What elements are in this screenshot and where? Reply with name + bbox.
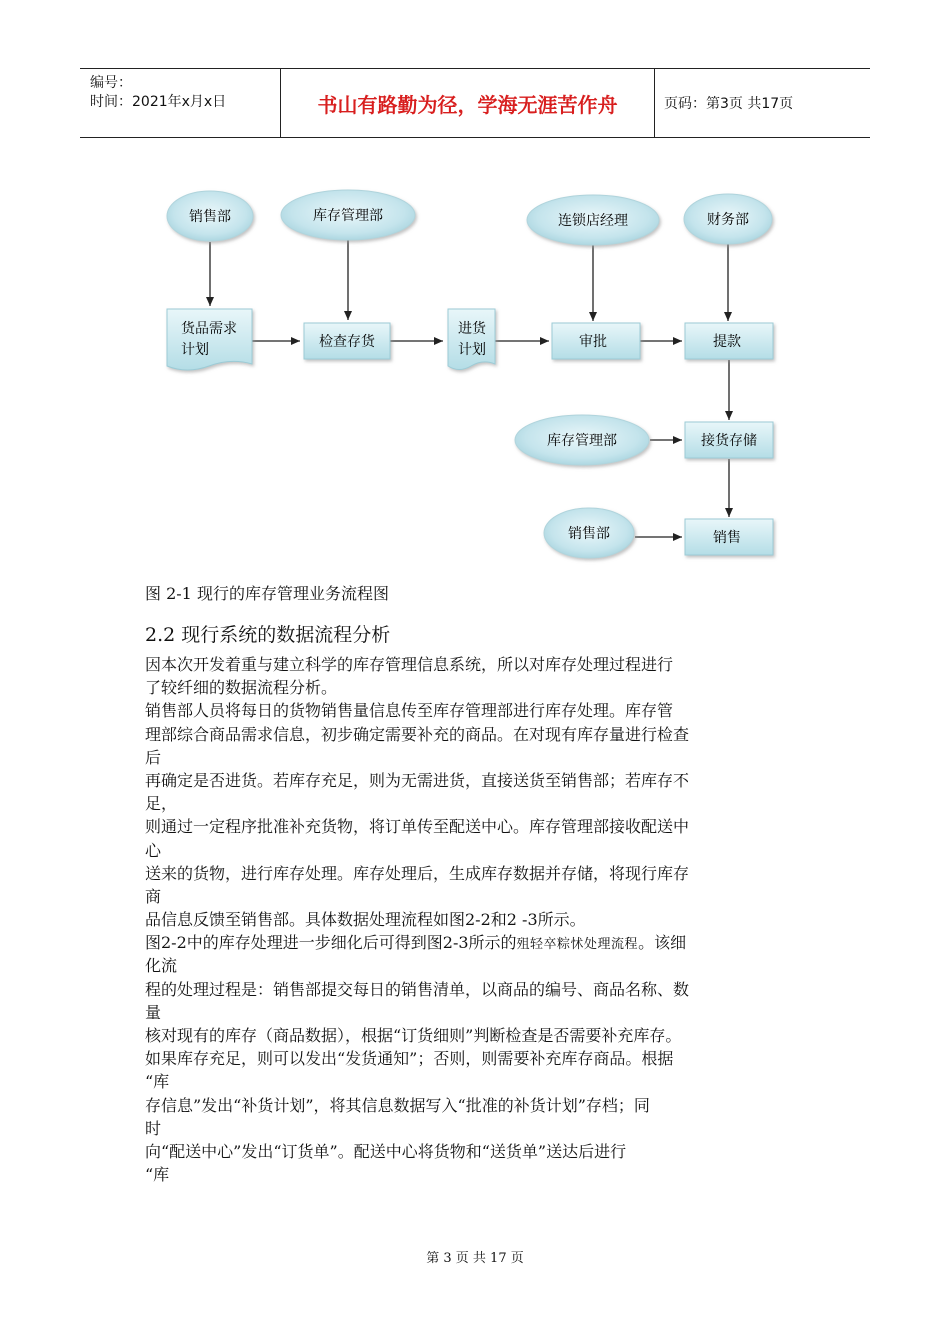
box-payment xyxy=(685,323,773,359)
svg-text:销售部: 销售部 xyxy=(189,209,231,225)
svg-text:库存管理部: 库存管理部 xyxy=(313,208,383,224)
mixed-part-garbled: 殂轻卒粽怵处理流程 xyxy=(516,937,639,953)
box-check-stock xyxy=(304,323,390,359)
svg-text:计划: 计划 xyxy=(458,342,486,358)
doc-demand-plan xyxy=(167,309,252,370)
body-line: 因本次开发着重与建立科学的库存管理信息系统，所以对库存处理过程进行 xyxy=(145,655,674,674)
body-line: 心 xyxy=(145,840,162,860)
body-text xyxy=(145,653,825,1186)
ellipse-sales-top xyxy=(167,191,253,241)
flow-diagram xyxy=(145,182,785,574)
svg-text:进货: 进货 xyxy=(458,321,486,337)
body-line: 品信息反馈至销售部。具体数据处理流程如图2-2和2 -3所示。 xyxy=(145,910,586,930)
header-motto: 书山有路勤为径，学海无涯苦作舟 xyxy=(317,92,618,117)
svg-text:审批: 审批 xyxy=(579,334,607,350)
body-line: 理部综合商品需求信息，初步确定需要补充的商品。在对现有库存量进行检查 xyxy=(145,724,690,744)
flow-arrows xyxy=(210,240,729,537)
page-header xyxy=(80,68,870,138)
ellipse-chain-manager xyxy=(527,195,659,245)
svg-text:连锁店经理: 连锁店经理 xyxy=(558,213,628,229)
figure-caption: 图 2-1 现行的库存管理业务流程图 xyxy=(145,584,389,603)
body-line: “库 xyxy=(145,1072,170,1092)
date-label: 时间：2021年x月x日 xyxy=(90,94,227,110)
body-line: 了较纤细的数据流程分析。 xyxy=(145,678,338,698)
box-approve xyxy=(552,323,640,359)
body-line: “库 xyxy=(145,1165,170,1185)
svg-text:接货存储: 接货存储 xyxy=(701,433,757,449)
body-line: 核对现有的库存（商品数据），根据“订货细则”判断检查是否需要补充库存。 xyxy=(145,1026,682,1045)
ellipse-inventory-top xyxy=(281,190,415,240)
body-line: 时 xyxy=(145,1118,162,1138)
page-footer: 第 3 页 共 17 页 xyxy=(426,1251,524,1266)
body-line-mixed xyxy=(145,931,825,954)
body-line: 化流 xyxy=(145,956,178,976)
body-line: 足， xyxy=(145,794,178,814)
header-meta-cell xyxy=(80,69,280,137)
svg-text:库存管理部: 库存管理部 xyxy=(547,433,617,449)
body-line: 则通过一定程序批准补充货物，将订单传至配送中心。库存管理部接收配送中 xyxy=(145,817,690,837)
svg-text:计划: 计划 xyxy=(181,342,209,358)
box-sell xyxy=(685,519,773,555)
body-line: 向“配送中心”发出“订货单”。配送中心将货物和“送货单”送达后进行 xyxy=(145,1141,627,1161)
ellipse-sales-bottom xyxy=(544,508,634,558)
body-line: 程的处理过程是：销售部提交每日的销售清单，以商品的编号、商品名称、数 xyxy=(145,979,690,999)
svg-text:提款: 提款 xyxy=(713,334,741,350)
svg-text:检查存货: 检查存货 xyxy=(319,334,375,350)
body-line: 量 xyxy=(145,1002,162,1022)
doc-purchase-plan xyxy=(448,309,495,370)
code-label: 编号： xyxy=(90,75,132,91)
body-line: 存信息”发出“补货计划”，将其信息数据写入“批准的补货计划”存档；同 xyxy=(145,1095,650,1115)
body-line: 再确定是否进货。若库存充足，则为无需进货，直接送货至销售部；若库存不 xyxy=(145,770,690,790)
body-line: 销售部人员将每日的货物销售量信息传至库存管理部进行库存处理。库存管 xyxy=(145,701,674,721)
svg-text:销售部: 销售部 xyxy=(568,526,610,542)
body-line: 送来的货物，进行库存处理。库存处理后，生成库存数据并存储，将现行库存 xyxy=(145,863,690,883)
body-line: 后 xyxy=(145,747,162,767)
body-line: 如果库存充足，则可以发出“发货通知”；否则，则需要补充库存商品。根据 xyxy=(145,1049,674,1069)
header-page-info: 页码：第3页 共17页 xyxy=(664,96,794,112)
svg-text:货品需求: 货品需求 xyxy=(181,321,237,337)
box-receive-store xyxy=(685,422,773,458)
ellipse-finance xyxy=(684,194,772,244)
svg-text:财务部: 财务部 xyxy=(707,212,749,228)
header-divider xyxy=(654,69,655,137)
mixed-part: 图2-2中的库存处理进一步细化后可得到图2-3所示的 xyxy=(145,933,517,953)
section-title: 2.2 现行系统的数据流程分析 xyxy=(145,624,391,646)
body-line: 商 xyxy=(145,886,162,906)
svg-text:销售: 销售 xyxy=(713,530,741,546)
mixed-part: 。该细 xyxy=(638,933,687,953)
ellipse-inventory-mid xyxy=(515,415,649,465)
